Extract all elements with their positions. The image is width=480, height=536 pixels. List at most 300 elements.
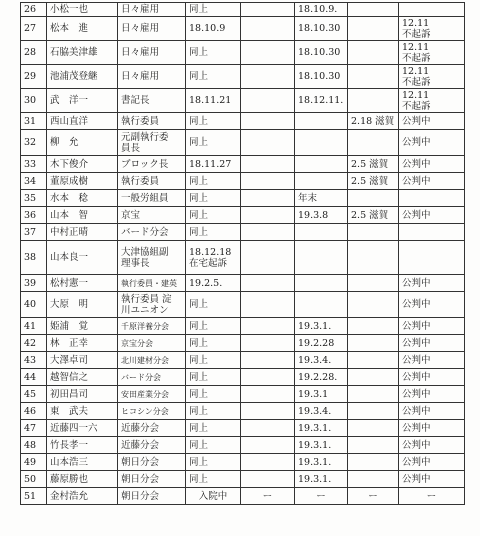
status-cell <box>399 113 465 130</box>
role-cell <box>118 224 186 241</box>
cell-text: 公判中 <box>402 175 431 187</box>
date-cell-3 <box>295 41 348 65</box>
cell-text: 同上 <box>189 439 209 451</box>
date-cell-2 <box>241 335 295 352</box>
cell-text: 近藤分会 <box>121 422 160 434</box>
cell-text: 書記長 <box>121 95 150 106</box>
cell-text: 18.10.30 <box>298 71 341 82</box>
cell-text: 在宅起訴 <box>189 257 228 269</box>
cell-text: 理事長 <box>121 257 150 269</box>
date-cell-3 <box>295 318 348 335</box>
cell-text: 公判中 <box>402 209 431 221</box>
cell-text: 北川建材分会 <box>121 355 169 365</box>
date-cell-3 <box>295 386 348 403</box>
cell-text: 同上 <box>189 320 209 332</box>
cell-text: 19.2.28 <box>298 337 335 349</box>
cell-text: 36 <box>24 209 37 221</box>
date-cell-1 <box>186 335 241 352</box>
name-cell <box>47 454 118 471</box>
table-row <box>21 3 465 17</box>
date-cell-3 <box>295 130 348 156</box>
name-cell <box>47 130 118 156</box>
cell-text: 19.3.1. <box>298 320 332 332</box>
cell-text: 38 <box>24 252 37 263</box>
date-cell-3 <box>295 207 348 224</box>
role-cell <box>118 420 186 437</box>
cell-text: 公判中 <box>402 473 431 485</box>
role-cell <box>118 403 186 420</box>
cell-text: 28 <box>24 47 37 58</box>
row-number-cell <box>21 403 47 420</box>
date-cell-3 <box>295 471 348 488</box>
cell-text: 2.5 滋賀 <box>351 209 389 221</box>
cell-text: 公判中 <box>402 115 431 127</box>
date-cell-2 <box>241 113 295 130</box>
date-cell-3 <box>295 488 348 505</box>
cell-text: 30 <box>24 95 37 106</box>
date-cell-1 <box>186 3 241 17</box>
cell-text: 中村正晴 <box>50 226 89 238</box>
cell-text: 不起訴 <box>402 28 431 40</box>
name-cell <box>47 386 118 403</box>
date-cell-3 <box>295 292 348 318</box>
cell-text: 公判中 <box>402 405 431 417</box>
cell-text: 18.10.30 <box>298 23 341 34</box>
date-cell-2 <box>241 352 295 369</box>
date-cell-3 <box>295 275 348 292</box>
cell-text: 元副執行委 <box>121 131 169 143</box>
cell-text: ー <box>262 490 273 502</box>
role-cell <box>118 454 186 471</box>
cell-text: 34 <box>24 175 37 187</box>
date-cell-4 <box>348 3 399 17</box>
date-cell-2 <box>241 420 295 437</box>
cell-text: 19.3.1. <box>298 439 332 451</box>
date-cell-4 <box>348 292 399 318</box>
date-cell-4 <box>348 369 399 386</box>
name-cell <box>47 292 118 318</box>
date-cell-4 <box>348 17 399 41</box>
row-number-cell <box>21 130 47 156</box>
table-row <box>21 89 465 113</box>
role-cell <box>118 471 186 488</box>
date-cell-4 <box>348 386 399 403</box>
cell-text: 同上 <box>189 405 209 417</box>
role-cell <box>118 65 186 89</box>
row-number-cell <box>21 454 47 471</box>
role-cell <box>118 207 186 224</box>
cell-text: 18.10.9 <box>189 23 226 34</box>
date-cell-2 <box>241 275 295 292</box>
cell-text: 川ユニオン <box>121 304 169 316</box>
role-cell <box>118 386 186 403</box>
date-cell-2 <box>241 454 295 471</box>
cell-text: 公判中 <box>402 158 431 170</box>
date-cell-3 <box>295 65 348 89</box>
cell-text: 46 <box>24 405 37 417</box>
cell-text: 公判中 <box>402 277 431 289</box>
role-cell <box>118 335 186 352</box>
row-number-cell <box>21 190 47 207</box>
cell-text: 山本良一 <box>50 252 89 263</box>
cell-text: 姫浦 覚 <box>50 320 89 332</box>
cell-text: 同上 <box>189 209 209 221</box>
date-cell-2 <box>241 224 295 241</box>
date-cell-3 <box>295 113 348 130</box>
date-cell-3 <box>295 190 348 207</box>
role-cell <box>118 488 186 505</box>
cell-text: 越智信之 <box>50 371 89 383</box>
cell-text: 公判中 <box>402 320 431 332</box>
cell-text: 40 <box>24 299 37 310</box>
date-cell-2 <box>241 318 295 335</box>
status-cell <box>399 454 465 471</box>
cell-text: 松本 進 <box>50 23 89 34</box>
cell-text: 林 正幸 <box>50 337 89 349</box>
cell-text: 29 <box>24 71 37 82</box>
name-cell <box>47 437 118 454</box>
table-row <box>21 318 465 335</box>
cell-text: 2.18 滋賀 <box>351 115 395 127</box>
table-row <box>21 420 465 437</box>
date-cell-4 <box>348 420 399 437</box>
cell-text: ー <box>368 490 378 502</box>
name-cell <box>47 275 118 292</box>
cell-text: 同上 <box>189 226 209 238</box>
date-cell-1 <box>186 352 241 369</box>
cell-text: 同上 <box>189 371 209 383</box>
cell-text: 大津協組副 <box>121 246 169 258</box>
cell-text: 公判中 <box>402 439 431 451</box>
row-number-cell <box>21 3 47 17</box>
cell-text: 朝日分会 <box>121 490 160 502</box>
table-row <box>21 173 465 190</box>
cell-text: 同上 <box>189 175 209 187</box>
cell-text: 柳 允 <box>50 137 79 148</box>
roster-table <box>20 2 465 505</box>
row-number-cell <box>21 173 47 190</box>
date-cell-2 <box>241 130 295 156</box>
cell-text: 京宝 <box>121 209 141 221</box>
date-cell-1 <box>186 369 241 386</box>
date-cell-2 <box>241 386 295 403</box>
cell-text: 初田昌司 <box>50 388 89 400</box>
date-cell-3 <box>295 454 348 471</box>
cell-text: 44 <box>24 371 37 383</box>
status-cell <box>399 292 465 318</box>
status-cell <box>399 386 465 403</box>
cell-text: 19.2.28. <box>298 371 338 383</box>
name-cell <box>47 156 118 173</box>
table-row <box>21 386 465 403</box>
row-number-cell <box>21 224 47 241</box>
table-row <box>21 113 465 130</box>
date-cell-2 <box>241 241 295 275</box>
role-cell <box>118 352 186 369</box>
date-cell-1 <box>186 386 241 403</box>
date-cell-1 <box>186 454 241 471</box>
name-cell <box>47 335 118 352</box>
date-cell-2 <box>241 292 295 318</box>
date-cell-2 <box>241 3 295 17</box>
date-cell-1 <box>186 403 241 420</box>
cell-text: 2.5 滋賀 <box>351 175 389 187</box>
cell-text: 43 <box>24 354 37 366</box>
role-cell <box>118 41 186 65</box>
date-cell-1 <box>186 89 241 113</box>
name-cell <box>47 318 118 335</box>
table-row <box>21 454 465 471</box>
role-cell <box>118 89 186 113</box>
row-number-cell <box>21 41 47 65</box>
status-cell <box>399 241 465 275</box>
table-row <box>21 130 465 156</box>
cell-text: 41 <box>24 320 37 332</box>
date-cell-3 <box>295 3 348 17</box>
cell-text: 26 <box>24 4 37 15</box>
cell-text: 18.10.9. <box>298 4 338 15</box>
date-cell-3 <box>295 224 348 241</box>
cell-text: ブロック長 <box>121 158 169 170</box>
table-row <box>21 275 465 292</box>
table-row <box>21 335 465 352</box>
cell-text: 近藤分会 <box>121 439 160 451</box>
name-cell <box>47 224 118 241</box>
date-cell-2 <box>241 156 295 173</box>
date-cell-1 <box>186 224 241 241</box>
cell-text: 48 <box>24 439 37 451</box>
date-cell-2 <box>241 89 295 113</box>
date-cell-2 <box>241 488 295 505</box>
date-cell-2 <box>241 471 295 488</box>
cell-text: 千原洋養分会 <box>121 321 169 331</box>
cell-text: 公判中 <box>402 456 431 468</box>
cell-text: 藤原勝也 <box>50 473 89 485</box>
cell-text: バード分会 <box>121 226 169 238</box>
cell-text: 27 <box>24 23 37 34</box>
date-cell-3 <box>295 241 348 275</box>
date-cell-4 <box>348 403 399 420</box>
role-cell <box>118 369 186 386</box>
cell-text: 公判中 <box>402 137 431 148</box>
cell-text: 同上 <box>189 4 209 15</box>
status-cell <box>399 156 465 173</box>
cell-text: 公判中 <box>402 354 431 366</box>
status-cell <box>399 352 465 369</box>
name-cell <box>47 403 118 420</box>
status-cell <box>399 17 465 41</box>
cell-text: 同上 <box>189 473 209 485</box>
cell-text: 安田産業分会 <box>121 389 169 399</box>
date-cell-4 <box>348 130 399 156</box>
row-number-cell <box>21 275 47 292</box>
cell-text: 51 <box>24 490 37 502</box>
date-cell-1 <box>186 437 241 454</box>
cell-text: 入院中 <box>198 490 228 502</box>
cell-text: 18.11.21 <box>189 95 232 106</box>
row-number-cell <box>21 335 47 352</box>
cell-text: 石脇美津雄 <box>50 47 98 58</box>
cell-text: 執行委員 <box>121 175 160 187</box>
cell-text: 19.3.1. <box>298 456 332 468</box>
date-cell-1 <box>186 41 241 65</box>
date-cell-3 <box>295 369 348 386</box>
cell-text: 不起訴 <box>402 100 431 112</box>
date-cell-2 <box>241 437 295 454</box>
cell-text: 19.3.1. <box>298 422 332 434</box>
row-number-cell <box>21 318 47 335</box>
status-cell <box>399 318 465 335</box>
status-cell <box>399 190 465 207</box>
row-number-cell <box>21 17 47 41</box>
role-cell <box>118 17 186 41</box>
status-cell <box>399 437 465 454</box>
cell-text: 京宝分会 <box>121 338 153 348</box>
name-cell <box>47 207 118 224</box>
cell-text: 49 <box>24 456 37 468</box>
date-cell-1 <box>186 488 241 505</box>
status-cell <box>399 173 465 190</box>
cell-text: 19.3.4. <box>298 405 332 417</box>
cell-text: 執行委員 <box>121 115 160 127</box>
status-cell <box>399 275 465 292</box>
cell-text: 18.10.30 <box>298 47 341 58</box>
table-row <box>21 207 465 224</box>
cell-text: 19.3.1 <box>298 388 329 400</box>
cell-text: ー <box>316 490 326 502</box>
cell-text: 19.3.1. <box>298 473 332 485</box>
name-cell <box>47 241 118 275</box>
name-cell <box>47 352 118 369</box>
date-cell-3 <box>295 89 348 113</box>
cell-text: 金村浩允 <box>50 490 89 502</box>
cell-text: 42 <box>24 337 37 349</box>
cell-text: 同上 <box>189 192 209 204</box>
date-cell-1 <box>186 130 241 156</box>
status-cell <box>399 3 465 17</box>
cell-text: 水本 稔 <box>50 192 89 204</box>
cell-text: 西山直洋 <box>50 115 89 127</box>
date-cell-1 <box>186 156 241 173</box>
row-number-cell <box>21 156 47 173</box>
table-row <box>21 292 465 318</box>
cell-text: 員長 <box>121 142 141 154</box>
role-cell <box>118 318 186 335</box>
date-cell-2 <box>241 403 295 420</box>
role-cell <box>118 3 186 17</box>
cell-text: 池浦茂登継 <box>50 71 98 82</box>
cell-text: 19.3.8 <box>298 209 329 221</box>
date-cell-2 <box>241 190 295 207</box>
date-cell-4 <box>348 224 399 241</box>
date-cell-2 <box>241 17 295 41</box>
row-number-cell <box>21 437 47 454</box>
name-cell <box>47 17 118 41</box>
table-row <box>21 403 465 420</box>
date-cell-1 <box>186 190 241 207</box>
date-cell-4 <box>348 41 399 65</box>
table-row <box>21 41 465 65</box>
row-number-cell <box>21 113 47 130</box>
status-cell <box>399 207 465 224</box>
status-cell <box>399 488 465 505</box>
name-cell <box>47 3 118 17</box>
row-number-cell <box>21 65 47 89</box>
row-number-cell <box>21 352 47 369</box>
date-cell-1 <box>186 275 241 292</box>
date-cell-2 <box>241 41 295 65</box>
status-cell <box>399 65 465 89</box>
date-cell-4 <box>348 156 399 173</box>
cell-text: 年末 <box>298 192 318 204</box>
role-cell <box>118 275 186 292</box>
row-number-cell <box>21 471 47 488</box>
date-cell-2 <box>241 173 295 190</box>
name-cell <box>47 190 118 207</box>
cell-text: 同上 <box>189 422 209 434</box>
date-cell-4 <box>348 275 399 292</box>
name-cell <box>47 173 118 190</box>
cell-text: 東 武夫 <box>50 405 89 417</box>
cell-text: 不起訴 <box>402 76 431 88</box>
row-number-cell <box>21 89 47 113</box>
cell-text: ヒコシン分会 <box>121 406 169 416</box>
date-cell-1 <box>186 207 241 224</box>
date-cell-4 <box>348 190 399 207</box>
table-row <box>21 471 465 488</box>
cell-text: 執行委員・建英 <box>121 278 177 288</box>
cell-text: 31 <box>24 115 37 127</box>
cell-text: 公判中 <box>402 371 431 383</box>
cell-text: 同上 <box>189 299 209 310</box>
cell-text: 45 <box>24 388 37 400</box>
cell-text: 不起訴 <box>402 52 431 64</box>
date-cell-3 <box>295 17 348 41</box>
date-cell-2 <box>241 65 295 89</box>
date-cell-3 <box>295 352 348 369</box>
date-cell-4 <box>348 318 399 335</box>
name-cell <box>47 420 118 437</box>
cell-text: 2.5 滋賀 <box>351 158 389 170</box>
date-cell-1 <box>186 471 241 488</box>
cell-text: 近藤四一六 <box>50 422 98 434</box>
table-row <box>21 352 465 369</box>
cell-text: 同上 <box>189 337 209 349</box>
date-cell-4 <box>348 113 399 130</box>
table-row <box>21 17 465 41</box>
cell-text: 同上 <box>189 115 209 127</box>
row-number-cell <box>21 241 47 275</box>
row-number-cell <box>21 292 47 318</box>
cell-text: 32 <box>24 137 37 148</box>
role-cell <box>118 190 186 207</box>
date-cell-4 <box>348 335 399 352</box>
role-cell <box>118 437 186 454</box>
status-cell <box>399 369 465 386</box>
cell-text: 18.12.18 <box>189 246 232 258</box>
role-cell <box>118 241 186 275</box>
cell-text: 50 <box>24 473 37 485</box>
date-cell-1 <box>186 17 241 41</box>
status-cell <box>399 41 465 65</box>
cell-text: 同上 <box>189 354 209 366</box>
cell-text: 松村憲一 <box>50 277 89 289</box>
role-cell <box>118 173 186 190</box>
cell-text: 37 <box>24 226 37 238</box>
date-cell-1 <box>186 173 241 190</box>
cell-text: 朝日分会 <box>121 473 160 485</box>
name-cell <box>47 41 118 65</box>
